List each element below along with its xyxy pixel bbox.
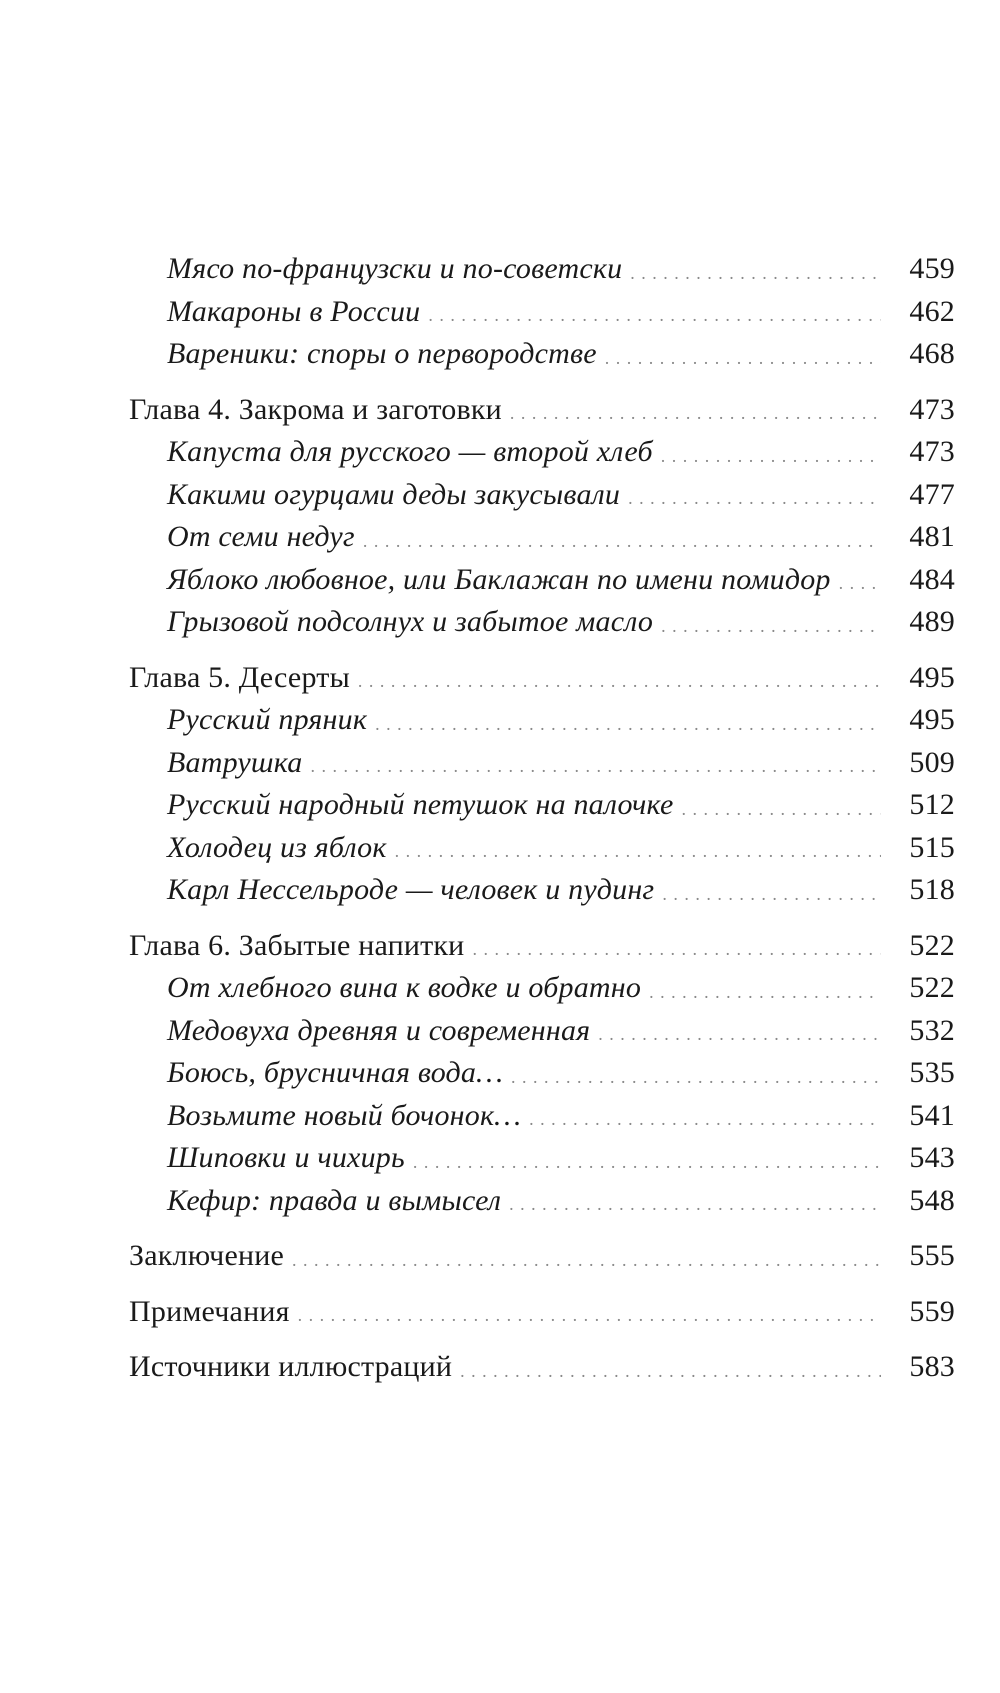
dot-leader (649, 983, 881, 1010)
dot-leader (363, 532, 881, 559)
dot-leader (428, 306, 881, 333)
toc-entry-title: Холодец из яблок (167, 830, 387, 864)
dot-leader (460, 1362, 881, 1389)
toc-entry-title: Вареники: споры о первородстве (167, 337, 597, 370)
toc-entry-page: 522 (909, 928, 955, 962)
toc-entry-title: Боюсь, брусничная вода… (167, 1056, 503, 1089)
toc-group-chapter5 (129, 657, 955, 912)
toc-entry[interactable] (129, 1137, 955, 1180)
dot-leader (375, 715, 881, 742)
dot-leader (510, 404, 881, 431)
dot-leader (472, 940, 881, 967)
toc-entry-title: Возьмите новый бочонок… (167, 1098, 522, 1132)
toc-entry-page: 462 (909, 294, 955, 328)
toc-entry-page: 543 (909, 1141, 955, 1174)
toc-entry[interactable] (129, 699, 955, 742)
toc-chapter-entry[interactable] (129, 1346, 955, 1389)
toc-entry-page: 468 (909, 337, 955, 370)
toc-entry-title: Примечания (129, 1294, 290, 1328)
toc-entry-title: Медовуха древняя и современная (167, 1013, 591, 1047)
toc-entry-title: Ватрушка (167, 745, 303, 779)
dot-leader (310, 757, 881, 784)
toc-group-chapter4 (129, 389, 955, 644)
toc-entry[interactable] (129, 1180, 955, 1223)
toc-entry-page: 583 (909, 1350, 955, 1383)
toc-entry-page: 548 (909, 1183, 955, 1217)
dot-leader (681, 800, 881, 827)
toc-entry[interactable] (129, 431, 955, 474)
toc-entry-title: От хлебного вина к водке и обратно (167, 971, 642, 1004)
toc-entry-page: 495 (909, 703, 955, 736)
toc-entry-title: Источники иллюстраций (129, 1350, 453, 1383)
dot-leader (630, 264, 881, 291)
dot-leader (628, 489, 881, 516)
toc-chapter-entry[interactable] (129, 1235, 955, 1278)
toc-chapter-entry[interactable] (129, 657, 955, 700)
toc-entry-title: Русский народный петушок на палочке (167, 788, 674, 821)
dot-leader (395, 842, 881, 869)
toc-entry-page: 515 (909, 830, 955, 864)
toc-group-chapter6 (129, 925, 955, 1223)
dot-leader (605, 349, 881, 376)
dot-leader (839, 574, 881, 601)
toc-entry[interactable] (129, 1095, 955, 1138)
toc-entry-page: 481 (909, 520, 955, 553)
toc-entry-page: 559 (909, 1294, 955, 1328)
dot-leader (662, 885, 881, 912)
toc-entry[interactable] (129, 742, 955, 785)
dot-leader (529, 1110, 881, 1137)
toc-entry[interactable] (129, 784, 955, 827)
toc-entry[interactable] (129, 1052, 955, 1095)
toc-entry-title: Мясо по-французски и по-советски (167, 252, 623, 285)
dot-leader (661, 447, 881, 474)
toc-entry-title: Заключение (129, 1239, 284, 1272)
toc-entry-title: Глава 5. Десерты (129, 660, 350, 694)
toc-entry[interactable] (129, 967, 955, 1010)
toc-entry-page: 473 (909, 435, 955, 468)
toc-entry-page: 512 (909, 788, 955, 821)
toc-entry[interactable] (129, 559, 955, 602)
toc-entry-title: Глава 4. Закрома и заготовки (129, 392, 502, 426)
toc-entry-page: 473 (909, 392, 955, 426)
toc-entry-page: 489 (909, 605, 955, 638)
toc-entry-page: 477 (909, 477, 955, 511)
toc-group-chapter3-continued (129, 248, 955, 376)
toc-entry[interactable] (129, 869, 955, 912)
toc-entry[interactable] (129, 601, 955, 644)
toc-entry-title: Капуста для русского — второй хлеб (167, 435, 653, 468)
table-of-contents (129, 248, 955, 1389)
toc-entry-title: Грызовой подсолнух и забытое масло (167, 605, 654, 638)
toc-entry[interactable] (129, 248, 955, 291)
toc-group-illustration-sources (129, 1346, 955, 1389)
dot-leader (358, 672, 881, 699)
dot-leader (292, 1251, 881, 1278)
toc-chapter-entry[interactable] (129, 1291, 955, 1334)
toc-entry-title: Какими огурцами деды закусывали (167, 477, 621, 511)
dot-leader (511, 1068, 881, 1095)
toc-group-notes (129, 1291, 955, 1334)
toc-entry-page: 484 (909, 562, 955, 596)
toc-entry[interactable] (129, 333, 955, 376)
toc-entry-page: 532 (909, 1013, 955, 1047)
toc-entry[interactable] (129, 1010, 955, 1053)
toc-entry[interactable] (129, 516, 955, 559)
toc-entry-page: 541 (909, 1098, 955, 1132)
toc-group-conclusion (129, 1235, 955, 1278)
toc-entry-page: 518 (909, 873, 955, 906)
toc-entry[interactable] (129, 827, 955, 870)
toc-entry-title: Кефир: правда и вымысел (167, 1183, 502, 1217)
toc-entry-page: 522 (909, 971, 955, 1004)
toc-entry-title: Глава 6. Забытые напитки (129, 928, 465, 962)
toc-chapter-entry[interactable] (129, 925, 955, 968)
dot-leader (298, 1306, 881, 1333)
toc-entry-page: 495 (909, 660, 955, 694)
toc-entry[interactable] (129, 291, 955, 334)
toc-entry-title: Карл Нессельроде — человек и пудинг (167, 873, 655, 906)
toc-chapter-entry[interactable] (129, 389, 955, 432)
toc-entry-title: От семи недуг (167, 520, 355, 553)
toc-entry[interactable] (129, 474, 955, 517)
toc-entry-page: 535 (909, 1056, 955, 1089)
dot-leader (509, 1195, 881, 1222)
toc-entry-title: Русский пряник (167, 703, 368, 736)
dot-leader (661, 617, 881, 644)
toc-entry-page: 459 (909, 252, 955, 285)
toc-entry-page: 555 (909, 1239, 955, 1272)
toc-entry-page: 509 (909, 745, 955, 779)
dot-leader (598, 1025, 881, 1052)
toc-entry-title: Макароны в России (167, 294, 421, 328)
dot-leader (413, 1153, 881, 1180)
toc-entry-title: Яблоко любовное, или Баклажан по имени помидор (167, 562, 831, 596)
toc-entry-title: Шиповки и чихирь (167, 1141, 405, 1174)
